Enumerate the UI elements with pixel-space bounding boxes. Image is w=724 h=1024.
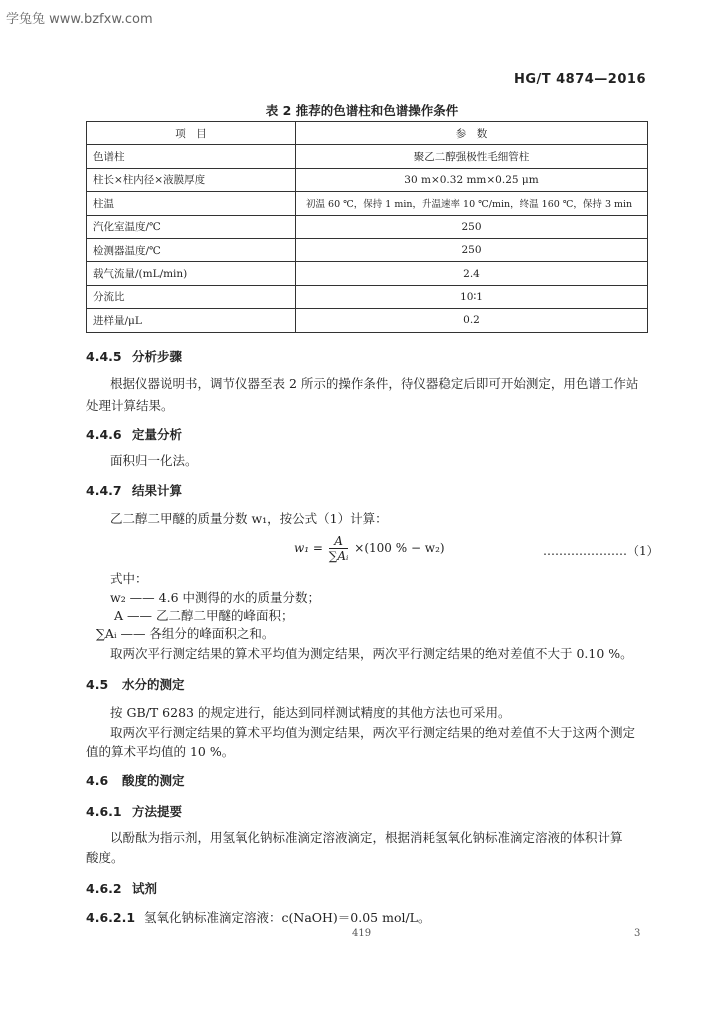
subclause-4-6-2-1 <box>86 908 431 926</box>
definition: A —— 乙二醇二甲醚的峰面积； <box>114 608 294 623</box>
table-cell-item: 分流比 <box>87 285 296 308</box>
table-row <box>87 309 648 332</box>
heading-4-5 <box>86 675 185 693</box>
formula-denominator: ∑Aᵢ <box>328 549 349 563</box>
table-header-row <box>87 122 648 145</box>
standard-number: HG/T 4874—2016 <box>513 72 646 87</box>
formula-lhs: w₁ = <box>294 541 323 555</box>
section-title: 水分的测定 <box>122 677 185 692</box>
parameters-table <box>86 121 648 333</box>
section-title: 定量分析 <box>132 427 183 442</box>
paragraph: 根据仪器说明书，调节仪器至表 2 所示的操作条件，待仪器稳定后即可开始测定，用色谱工作站 <box>110 376 639 391</box>
formula-numerator: A <box>329 534 349 549</box>
table-row <box>87 192 648 215</box>
table-cell-value: 250 <box>296 238 648 261</box>
table-cell-value: 30 m×0.32 mm×0.25 μm <box>296 168 648 191</box>
heading-4-6 <box>86 771 185 789</box>
section-title: 酸度的测定 <box>122 773 185 788</box>
paragraph: 按 GB/T 6283 的规定进行，能达到同样测试精度的其他方法也可采用。 <box>110 705 511 720</box>
footer-page-right: 3 <box>634 928 641 939</box>
table-caption: 表 2 推荐的色谱柱和色谱操作条件 <box>265 103 459 118</box>
table-cell-item: 汽化室温度/℃ <box>87 215 296 238</box>
formula-fraction <box>329 534 349 563</box>
section-title: 分析步骤 <box>132 349 183 364</box>
table-cell-value: 250 <box>296 215 648 238</box>
definition: w₂ —— 4.6 中测得的水的质量分数； <box>110 590 321 605</box>
table-cell-item: 柱温 <box>87 192 296 215</box>
table-cell-item: 载气流量/(mL/min) <box>87 262 296 285</box>
section-title: 结果计算 <box>132 483 183 498</box>
heading-4-6-1 <box>86 802 182 820</box>
paragraph: 以酚酞为指示剂，用氢氧化钠标准滴定溶液滴定，根据消耗氢氧化钠标准滴定溶液的体积计算 <box>110 830 623 845</box>
where-label: 式中： <box>110 571 148 586</box>
section-title: 方法提要 <box>132 804 183 819</box>
table-cell-value: 0.2 <box>296 309 648 332</box>
paragraph: 乙二醇二甲醚的质量分数 w₁，按公式（1）计算： <box>110 511 388 526</box>
watermark: 学兔兔 www.bzfxw.com <box>6 12 153 27</box>
table-header-item: 项 目 <box>87 122 296 145</box>
table-cell-item: 进样量/μL <box>87 309 296 332</box>
table-header-param: 参 数 <box>296 122 648 145</box>
paragraph: 酸度。 <box>86 850 124 865</box>
table-cell-item: 柱长×柱内径×液膜厚度 <box>87 168 296 191</box>
section-title: 试剂 <box>132 881 158 896</box>
table-cell-value: 聚乙二醇强极性毛细管柱 <box>296 145 648 168</box>
paragraph: 值的算术平均值的 10 %。 <box>86 744 235 759</box>
section-number: 4.4.5 <box>86 349 122 364</box>
table-row <box>87 168 648 191</box>
table-cell-value: 10∶1 <box>296 285 648 308</box>
table-row <box>87 215 648 238</box>
heading-4-4-5 <box>86 347 182 365</box>
section-number: 4.6.1 <box>86 804 122 819</box>
section-number: 4.4.6 <box>86 427 122 442</box>
paragraph: 取两次平行测定结果的算术平均值为测定结果，两次平行测定结果的绝对差值不大于 0.10 %。 <box>110 646 633 661</box>
definition: ∑Aᵢ —— 各组分的峰面积之和。 <box>96 626 275 641</box>
table-row <box>87 145 648 168</box>
paragraph: 面积归一化法。 <box>110 453 198 468</box>
formula-rhs: ×(100 % − w₂) <box>354 541 445 555</box>
table-cell-value: 初温 60 ℃，保持 1 min，升温速率 10 ℃/min，终温 160 ℃，保持 3 min <box>296 192 648 215</box>
paragraph: 处理计算结果。 <box>86 398 174 413</box>
section-number: 4.4.7 <box>86 483 122 498</box>
clause-text: 氢氧化钠标准滴定溶液：c(NaOH)＝0.05 mol/L。 <box>144 910 431 925</box>
section-number: 4.5 <box>86 677 109 692</box>
table-cell-item: 检测器温度/℃ <box>87 238 296 261</box>
table-cell-value: 2.4 <box>296 262 648 285</box>
heading-4-6-2 <box>86 879 157 897</box>
formula-number: …………………（1） <box>543 544 659 558</box>
section-number: 4.6 <box>86 773 109 788</box>
footer-page-center: 419 <box>352 928 372 939</box>
heading-4-4-7 <box>86 481 182 499</box>
table-row <box>87 262 648 285</box>
table-cell-item: 色谱柱 <box>87 145 296 168</box>
heading-4-4-6 <box>86 425 182 443</box>
formula-1 <box>294 534 445 563</box>
paragraph: 取两次平行测定结果的算术平均值为测定结果，两次平行测定结果的绝对差值不大于这两个测定 <box>110 725 636 740</box>
section-number: 4.6.2.1 <box>86 910 136 925</box>
table-row <box>87 238 648 261</box>
table-row <box>87 285 648 308</box>
section-number: 4.6.2 <box>86 881 122 896</box>
